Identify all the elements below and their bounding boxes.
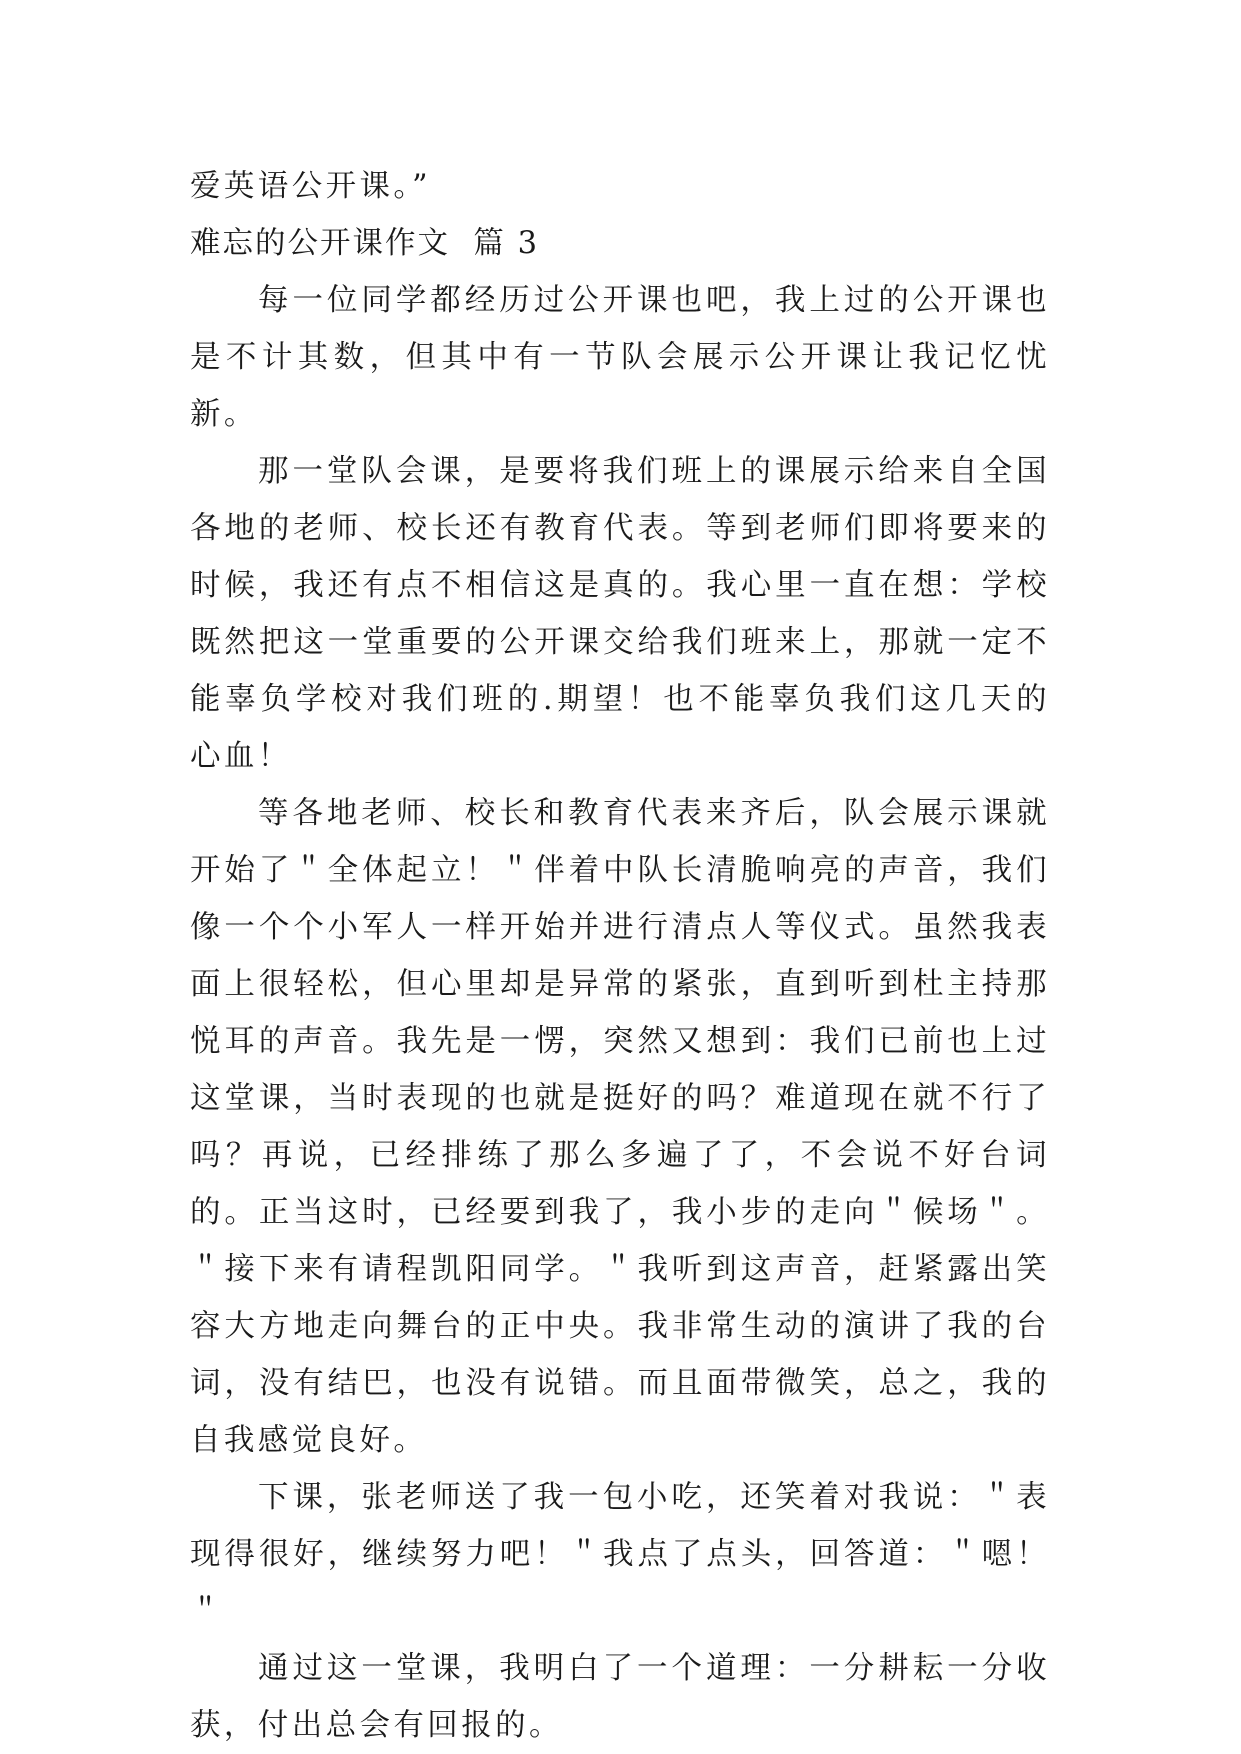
section-title: 难忘的公开课作文 篇 3 xyxy=(190,226,539,261)
paragraph-5: 通过这一堂课，我明白了一个道理：一分耕耘一分收获，付出总会有回报的。 xyxy=(190,1651,1050,1743)
paragraph-2: 那一堂队会课，是要将我们班上的课展示给来自全国各地的老师、校长还有教育代表。等到老师们即将要来的时候，我还有点不相信这是真的。我心里一直在想：学校既然把这一堂重要的公开课交给我们班来上，那就一定不能辜负学校对我们班的.期望！也不能辜负我们这几天的心血！ xyxy=(190,454,1050,774)
paragraph-1: 每一位同学都经历过公开课也吧，我上过的公开课也是不计其数，但其中有一节队会展示公开课让我记忆忧新。 xyxy=(190,283,1050,432)
document-body xyxy=(190,158,1050,1754)
paragraph-4: 下课，张老师送了我一包小吃，还笑着对我说：＂表现得很好，继续努力吧！＂我点了点头，回答道：＂嗯！＂ xyxy=(190,1480,1050,1629)
paragraph-3: 等各地老师、校长和教育代表来齐后，队会展示课就开始了＂全体起立！＂伴着中队长清脆响亮的声音，我们像一个个小军人一样开始并进行清点人等仪式。虽然我表面上很轻松，但心里却是异常的紧张，直到听到杜主持那悦耳的声音。我先是一愣，突然又想到：我们已前也上过这堂课，当时表现的也就是挺好的吗？难道现在就不行了吗？再说，已经排练了那么多遍了了，不会说不好台词的。正当这时，已经要到我了，我小步的走向＂候场＂。＂接下来有请程凯阳同学。＂我听到这声音，赶紧露出笑容大方地走向舞台的正中央。我非常生动的演讲了我的台词，没有结巴，也没有说错。而且面带微笑，总之，我的自我感觉良好。 xyxy=(190,796,1050,1458)
opening-line: 爱英语公开课。” xyxy=(190,169,432,204)
